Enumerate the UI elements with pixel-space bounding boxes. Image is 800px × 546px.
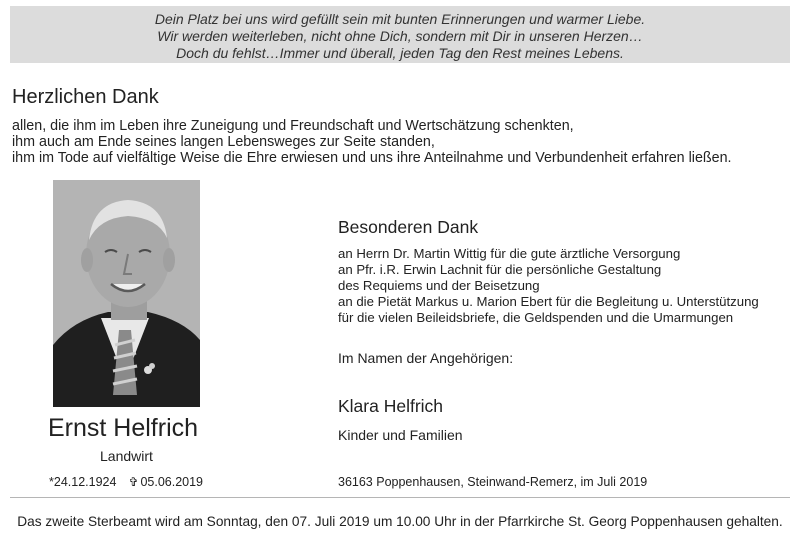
special-thanks-line: an die Pietät Markus u. Marion Ebert für die Begleitung u. Unterstützung: [338, 294, 759, 309]
place-and-date: 36163 Poppenhausen, Steinwand-Remerz, im Juli 2019: [338, 475, 648, 489]
special-thanks-line: des Requiems und der Beisetzung: [338, 278, 540, 293]
family-label: Kinder und Familien: [338, 427, 463, 443]
cross-icon: ✞: [128, 475, 139, 489]
signer-name: Klara Helfrich: [338, 396, 444, 416]
quote-line: Dein Platz bei uns wird gefüllt sein mit bunten Erinnerungen und warmer Liebe.: [154, 11, 646, 27]
special-thanks-title: Besonderen Dank: [338, 217, 479, 237]
special-thanks-line: für die vielen Beileidsbriefe, die Geldspenden und die Umarmungen: [338, 310, 734, 325]
quote-line: Wir werden weiterleben, nicht ohne Dich, sondern mit Dir in unseren Herzen…: [157, 28, 643, 44]
on-behalf-label: Im Namen der Angehörigen:: [338, 350, 514, 366]
death-date: 05.06.2019: [140, 475, 203, 489]
deceased-occupation: Landwirt: [100, 448, 153, 464]
special-thanks-line: an Pfr. i.R. Erwin Lachnit für die persönliche Gestaltung: [338, 262, 662, 277]
portrait-illustration: [53, 180, 200, 407]
divider: [10, 497, 790, 498]
thanks-text-line: ihm auch am Ende seines langen Lebensweges zur Seite standen,: [12, 134, 435, 150]
birth-date: *24.12.1924: [49, 475, 117, 489]
special-thanks-line: an Herrn Dr. Martin Wittig für die gute ärztliche Versorgung: [338, 246, 681, 261]
main-heading: Herzlichen Dank: [12, 86, 159, 108]
portrait-photo: [53, 180, 200, 407]
deceased-name: Ernst Helfrich: [48, 414, 199, 442]
quote-line: Doch du fehlst…Immer und überall, jeden Tag den Rest meines Lebens.: [176, 45, 624, 61]
life-dates: [49, 475, 203, 489]
thanks-text-line: allen, die ihm im Leben ihre Zuneigung und Freundschaft und Wertschätzung schenkten,: [12, 118, 574, 134]
funeral-notice: Das zweite Sterbeamt wird am Sonntag, den 07. Juli 2019 um 10.00 Uhr in der Pfarrkirche St. Georg Poppenhausen gehalten.: [17, 514, 783, 529]
thanks-text-line: ihm im Tode auf vielfältige Weise die Ehre erwiesen und uns ihre Anteilnahme und Verbundenheit erfahren ließen.: [12, 150, 732, 166]
quote-box: [10, 6, 790, 63]
